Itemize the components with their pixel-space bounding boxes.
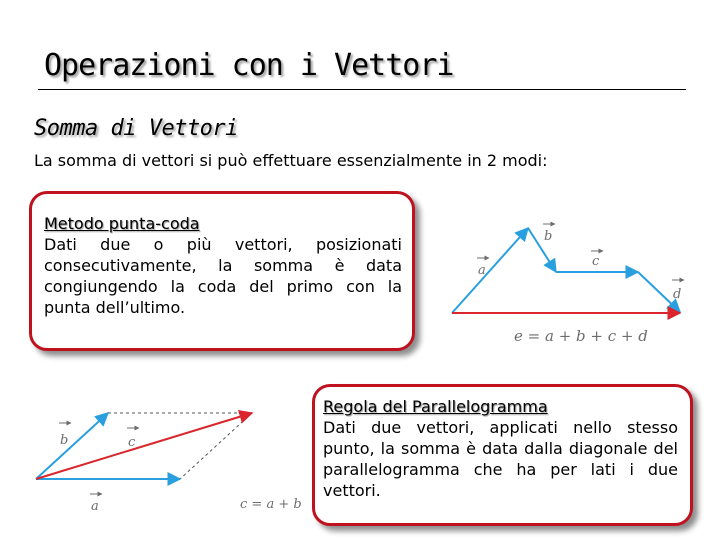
- parallelogram-rule-box: [312, 384, 693, 526]
- parallelogram-diagram: [30, 400, 310, 520]
- method-head-to-tail-text: Dati due o più vettori, posizionati consecutivamente, la somma è data congiungendo la coda del primo con la punta dell’ultimo.: [44, 235, 402, 317]
- method-head-to-tail-box: [29, 191, 415, 351]
- label-b: b: [60, 433, 69, 448]
- intro-text: La somma di vettori si può effettuare essenzialmente in 2 modi:: [34, 151, 548, 170]
- parallelogram-rule-heading: Regola del Parallelogramma: [323, 397, 548, 416]
- slide-title: Operazioni con i Vettori: [44, 48, 454, 83]
- sum-equation-head-to-tail: e = a + b + c + d: [514, 327, 648, 345]
- vector-b: [36, 413, 108, 479]
- parallelogram-rule-text: Dati due vettori, applicati nello stesso punto, la somma è data dalla diagonale del parallelogramma che ha per lati i due vettori.: [323, 418, 678, 500]
- label-c: c: [592, 254, 600, 269]
- vector-a: [452, 228, 528, 313]
- method-head-to-tail-heading: Metodo punta-coda: [44, 214, 200, 233]
- parallelogram-dashed-right: [180, 413, 252, 479]
- title-underline: [38, 89, 686, 90]
- label-a: a: [91, 499, 99, 514]
- head-to-tail-diagram: [440, 210, 700, 350]
- label-a: a: [478, 263, 486, 278]
- label-c: c: [128, 435, 136, 450]
- section-subtitle: Somma di Vettori: [34, 116, 238, 141]
- label-d: d: [673, 287, 682, 302]
- sum-equation-parallelogram: c = a + b: [240, 497, 302, 512]
- label-b: b: [544, 229, 553, 244]
